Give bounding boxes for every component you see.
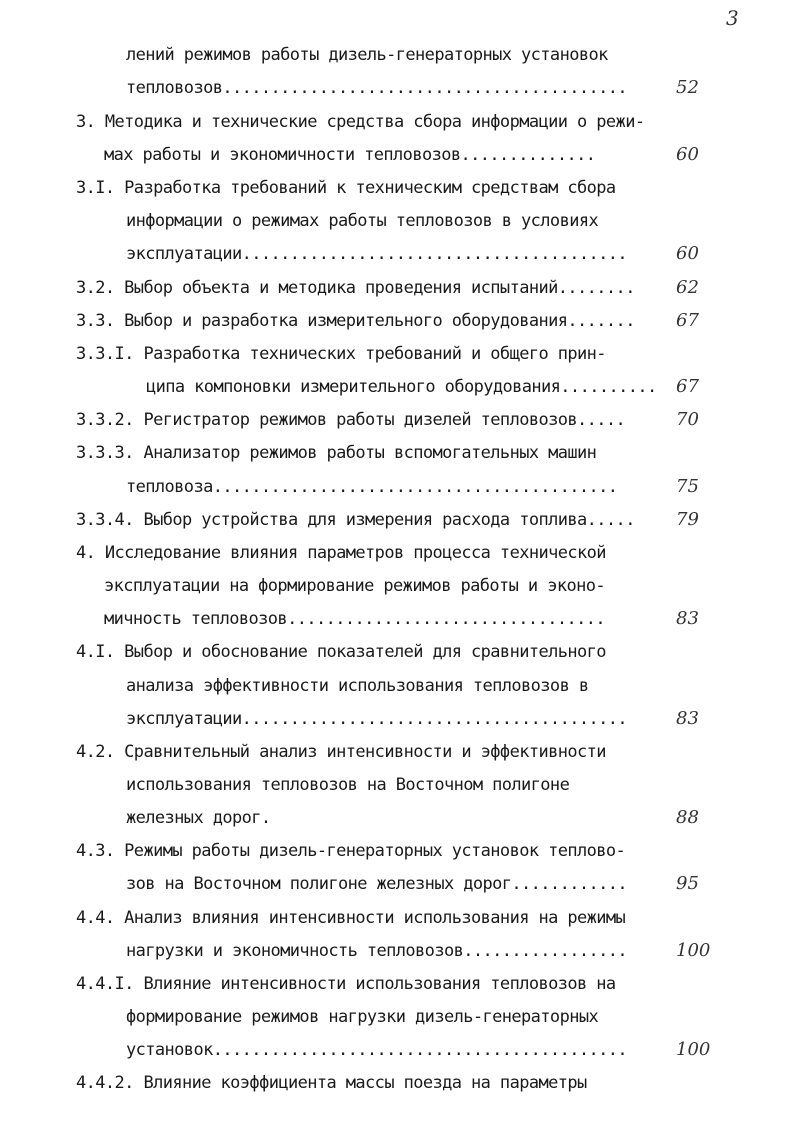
toc-line: лений режимов работы дизель-генераторных установок [126,45,608,65]
toc-page-number: 67 [676,310,699,331]
toc-line: 3.3.3. Анализатор режимов работы вспомогательных машин [76,443,597,463]
toc-line: 4. Исследование влияния параметров процесса технической [76,543,606,563]
toc-line: железных дорог. [126,808,271,828]
toc-page-number: 70 [676,409,699,430]
toc-page-number: 83 [676,608,699,629]
toc-page-number: 88 [676,807,699,828]
toc-line: 3.3.4. Выбор устройства для измерения расхода топлива..... [76,510,635,530]
toc-line: 4.3. Режимы работы дизель-генераторных установок теплово- [76,841,626,861]
toc-line: установок........................................... [126,1040,628,1060]
toc-page-number: 79 [676,509,699,530]
toc-line: 4.2. Сравнительный анализ интенсивности и эффективности [76,742,606,762]
toc-line: 3.I. Разработка требований к техническим средствам сбора [76,178,616,198]
toc-line: формирование режимов нагрузки дизель-генераторных [126,1007,599,1027]
toc-line: 4.4.2. Влияние коэффициента массы поезда на параметры [76,1073,587,1093]
toc-page-number: 75 [676,476,699,497]
toc-page-number: 95 [676,873,699,894]
toc-line: эксплуатации на формирование режимов работы и эконо- [104,576,606,596]
toc-line: мах работы и экономичности тепловозов.............. [104,145,596,165]
toc-line: 3.3.I. Разработка технических требований и общего прин- [76,344,606,364]
toc-line: тепловозов.......................................... [126,78,628,98]
toc-line: 4.4. Анализ влияния интенсивности использования на режимы [76,908,626,928]
toc-line: тепловоза.......................................... [126,477,618,497]
page-number: 3 [726,6,739,30]
toc-line: 3.2. Выбор объекта и методика проведения испытаний........ [76,278,635,298]
toc-line: 4.4.I. Влияние интенсивности использования тепловозов на [76,974,616,994]
toc-line: нагрузки и экономичность тепловозов................. [126,941,628,961]
toc-page-number: 100 [676,1039,711,1060]
toc-page-number: 62 [676,277,699,298]
toc-page-number: 83 [676,708,699,729]
toc-line: эксплуатации........................................ [126,709,628,729]
toc-line: 3. Методика и технические средства сбора информации о режи- [76,112,645,132]
toc-page-number: 60 [676,243,699,264]
toc-line: анализа эффективности использования тепловозов в [126,676,589,696]
toc-line: ципа компоновки измерительного оборудования.......... [146,377,657,397]
toc-line: эксплуатации........................................ [126,244,628,264]
toc-page-number: 100 [676,940,711,961]
toc-line: информации о режимах работы тепловозов в условиях [126,211,599,231]
toc-line: 4.I. Выбор и обоснование показателей для сравнительного [76,642,606,662]
toc-line: 3.3.2. Регистратор режимов работы дизелей тепловозов..... [76,410,626,430]
toc-page-number: 52 [676,77,699,98]
toc-page-number: 60 [676,144,699,165]
toc-page-number: 67 [676,376,699,397]
toc-line: зов на Восточном полигоне железных дорог............ [126,874,628,894]
toc-line: 3.3. Выбор и разработка измерительного оборудования....... [76,311,635,331]
toc-line: мичность тепловозов................................. [104,609,606,629]
toc-line: использования тепловозов на Восточном полигоне [126,775,570,795]
